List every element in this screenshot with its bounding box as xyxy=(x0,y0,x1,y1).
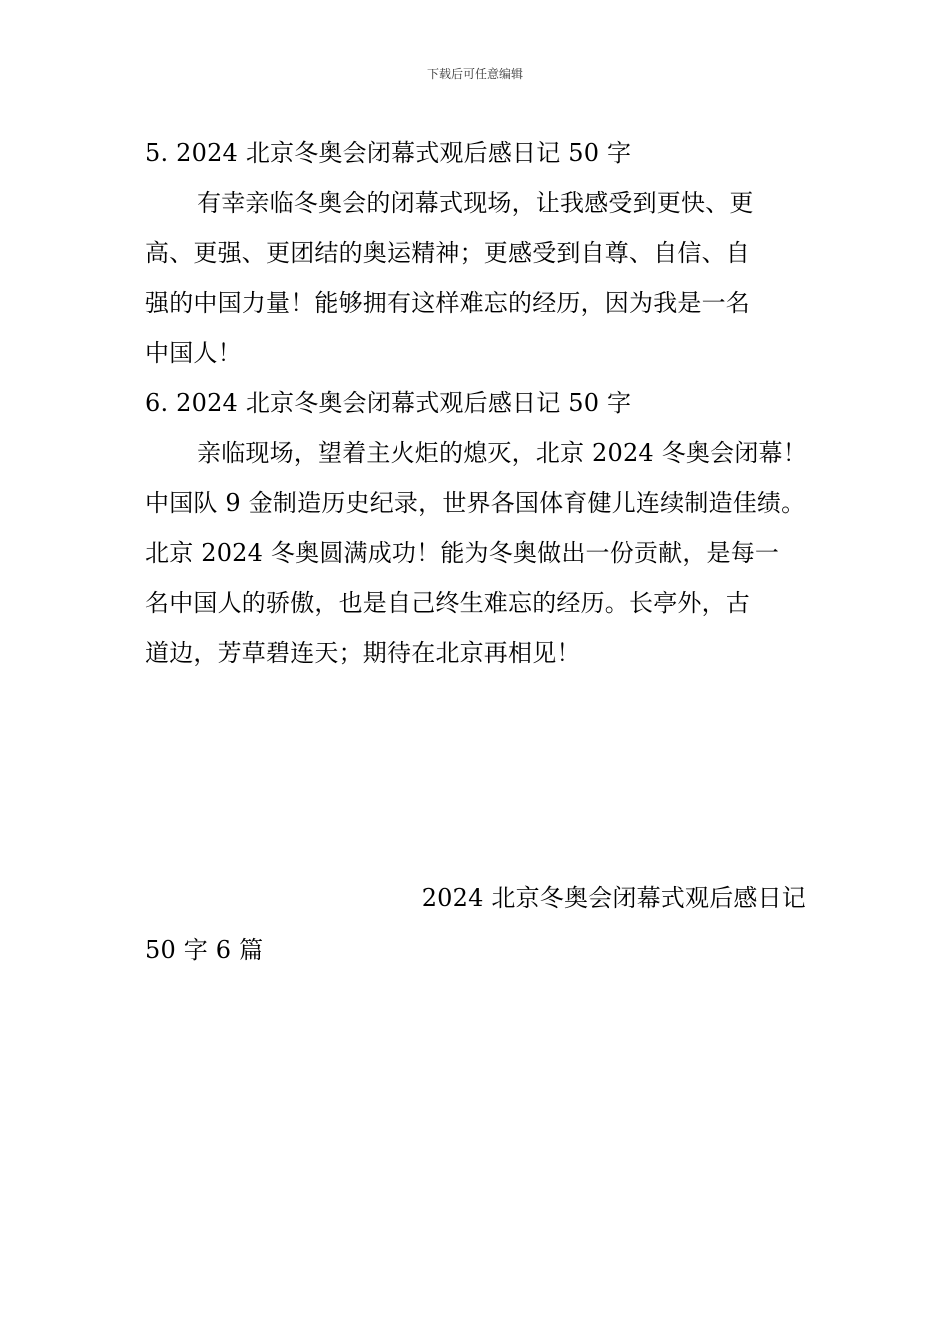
document-body xyxy=(145,128,810,678)
footer-title xyxy=(145,872,810,976)
section-heading: 5. 2024 北京冬奥会闭幕式观后感日记 50 字 xyxy=(145,139,632,167)
paragraph-line: 有幸亲临冬奥会的闭幕式现场，让我感受到更快、更 xyxy=(197,189,754,217)
footer-title-line-1: 2024 北京冬奥会闭幕式观后感日记 xyxy=(421,884,806,912)
paragraph-line: 名中国人的骄傲，也是自己终生难忘的经历。长亭外，古 xyxy=(145,589,750,617)
paragraph-line: 道边，芳草碧连天；期待在北京再相见！ xyxy=(145,639,581,667)
paragraph-line: 亲临现场，望着主火炬的熄灭，北京 2024 冬奥会闭幕！ xyxy=(197,439,807,467)
paragraph-line: 强的中国力量！能够拥有这样难忘的经历，因为我是一名 xyxy=(145,289,750,317)
footer-title-line-2: 50 字 6 篇 xyxy=(145,936,264,964)
section-heading: 6. 2024 北京冬奥会闭幕式观后感日记 50 字 xyxy=(145,389,632,417)
paragraph-line: 北京 2024 冬奥圆满成功！能为冬奥做出一份贡献，是每一 xyxy=(145,539,780,567)
section-6 xyxy=(145,378,810,678)
paragraph-line: 中国人！ xyxy=(145,339,242,367)
header-note: 下载后可任意编辑 xyxy=(426,67,523,81)
paragraph-line: 高、更强、更团结的奥运精神；更感受到自尊、自信、自 xyxy=(145,239,750,267)
section-5 xyxy=(145,128,810,378)
paragraph-line: 中国队 9 金制造历史纪录，世界各国体育健儿连续制造佳绩。 xyxy=(145,489,806,517)
